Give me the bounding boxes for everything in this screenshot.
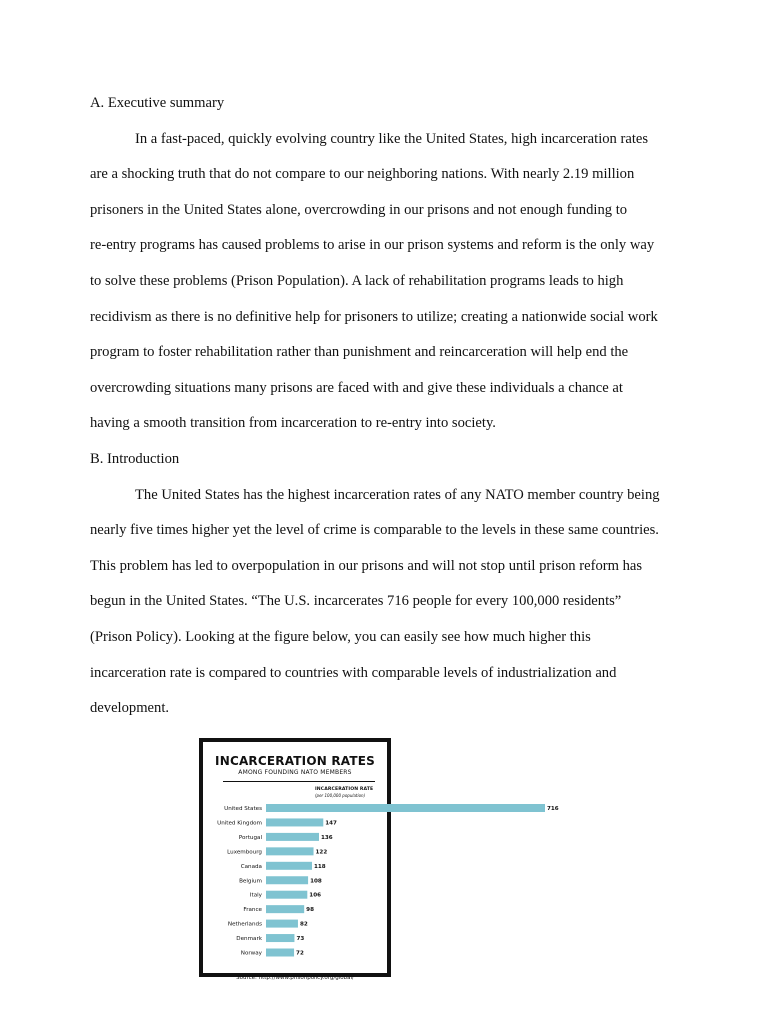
value-label: 122 [315,849,328,856]
paragraph-line: nearly five times higher yet the level of crime is comparable to the levels in these same countries. [90,522,659,539]
value-label: 118 [313,863,326,870]
bar [266,876,308,884]
category-label: Belgium [239,878,262,885]
paragraph-line: In a fast-paced, quickly evolving country like the United States, high incarceration rates [135,130,649,147]
category-label: Norway [240,950,262,957]
paragraph-line: are a shocking truth that do not compare to our neighboring nations. With nearly 2.19 million [90,166,635,183]
category-label: Italy [249,892,262,899]
paragraph-line: incarceration rate is compared to countries with comparable levels of industrialization and [90,664,617,681]
bar [266,862,312,870]
category-label: United Kingdom [217,820,262,827]
bar [266,920,298,928]
paragraph-line: to solve these problems (Prison Population). A lack of rehabilitation programs leads to high [90,272,624,289]
paragraph-line: having a smooth transition from incarceration to re-entry into society. [90,415,496,432]
paragraph-line: This problem has led to overpopulation in our prisons and will not stop until prison reform has [90,557,643,574]
value-label: 108 [310,878,322,885]
paragraph-line: (Prison Policy). Looking at the figure below, you can easily see how much higher this [90,628,591,645]
value-label: 147 [325,820,337,827]
bar [266,833,319,841]
paragraph-line: development. [90,700,170,717]
value-label: 98 [306,907,314,914]
paragraph-line: overcrowding situations many prisons are faced with and give these individuals a chance at [90,379,623,396]
figure-source: Source: http://www.prisonpolicy.org/global/ [236,975,354,981]
chart-value-header-label: INCARCERATION RATE [315,787,374,792]
value-label: 72 [296,950,304,957]
category-label: Portugal [238,834,262,841]
bar [266,949,294,957]
paragraph-line: begun in the United States. “The U.S. incarcerates 716 people for every 100,000 residents” [90,593,622,610]
paragraph-line: recidivism as there is no definitive help for prisoners to utilize; creating a nationwide social work [90,308,658,325]
category-label: Canada [240,863,262,870]
category-label: Luxembourg [227,849,262,856]
paragraph-line: The United States has the highest incarceration rates of any NATO member country being [135,486,660,503]
category-label: Denmark [236,936,262,943]
value-label: 106 [309,892,321,899]
bar [266,847,314,855]
bar [266,891,307,899]
paragraph-line: program to foster rehabilitation rather than punishment and reincarceration will help end the [90,344,629,361]
value-label: 716 [547,806,559,812]
value-label: 82 [299,921,308,928]
category-label: Netherlands [227,921,262,928]
category-label: United States [224,806,262,812]
section-heading: B. Introduction [90,450,180,467]
bar [266,804,545,812]
category-label: France [243,907,262,914]
chart-title: INCARCERATION RATES [215,754,375,768]
chart-value-subheader-label: (per 100,000 population) [315,792,366,798]
value-label: 136 [320,834,333,841]
bar [266,818,323,826]
bar [266,934,294,942]
chart-subtitle: AMONG FOUNDING NATO MEMBERS [238,769,352,776]
paragraph-line: re-entry programs has caused problems to arise in our prison systems and reform is the only way [90,237,655,254]
section-heading: A. Executive summary [90,95,225,111]
value-label: 73 [296,936,305,943]
paragraph-line: prisoners in the United States alone, overcrowding in our prisons and not enough funding to [90,201,628,218]
bar [266,905,304,913]
